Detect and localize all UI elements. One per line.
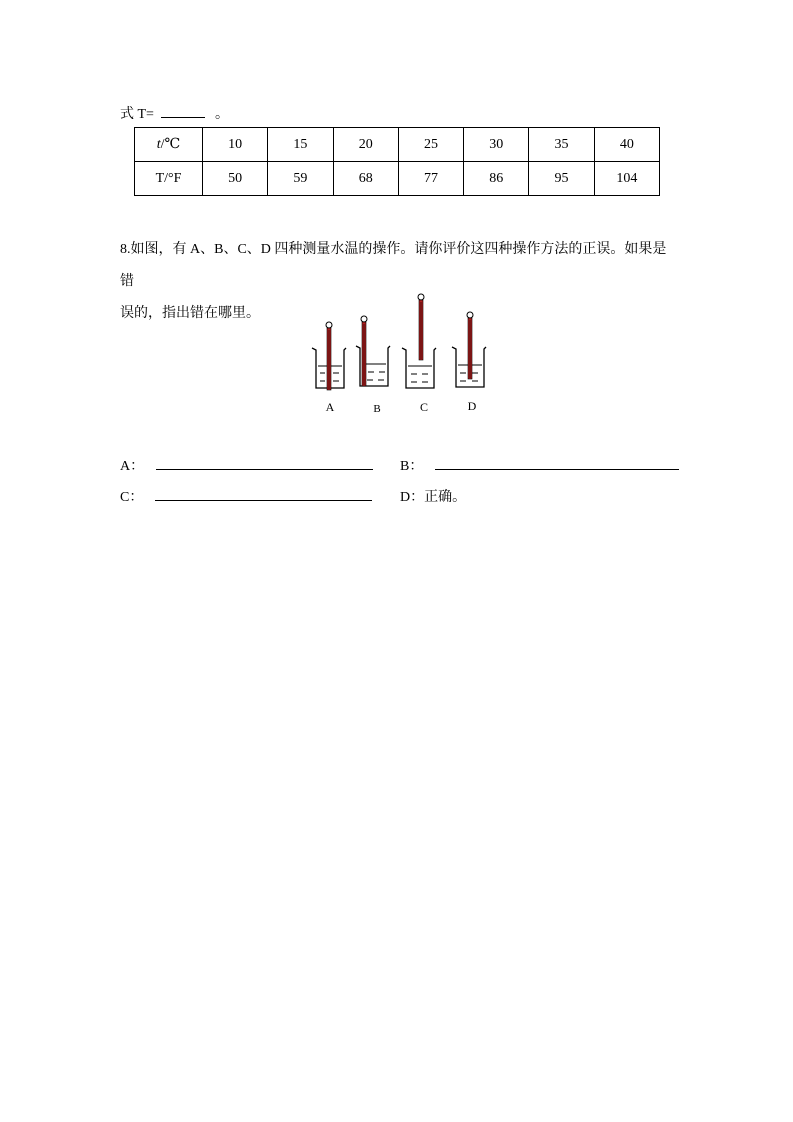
table-cell: 50 <box>203 162 268 196</box>
thermometer-c <box>418 294 424 360</box>
table-cell: 15 <box>268 128 333 162</box>
temperature-table <box>134 127 660 196</box>
table-cell: 95 <box>529 162 594 196</box>
figure-label-c: C <box>419 400 429 414</box>
row-header: t/℃ <box>135 128 203 162</box>
beaker-a <box>312 322 346 390</box>
figure-label-b: B <box>373 403 381 415</box>
answer-a-blank[interactable] <box>156 455 373 470</box>
table-cell: 20 <box>333 128 398 162</box>
answer-c-label: C： <box>120 490 144 505</box>
row-header: T/°F <box>135 162 203 196</box>
answer-c <box>120 486 372 506</box>
table-cell: 77 <box>398 162 463 196</box>
answer-a-label: A： <box>120 459 145 474</box>
table-cell: 59 <box>268 162 333 196</box>
figure-label-d: D <box>467 399 477 413</box>
table-cell: 25 <box>398 128 463 162</box>
answer-d <box>400 486 466 506</box>
table-cell: 30 <box>464 128 529 162</box>
formula-prefix: 式 T= <box>120 107 154 122</box>
thermometer-a <box>326 322 332 390</box>
answer-b <box>400 455 679 475</box>
beaker-d <box>452 312 486 387</box>
question-8-line-2: 误的，指出错在哪里。 <box>120 306 260 321</box>
table-row <box>135 128 660 162</box>
formula-suffix: 。 <box>214 107 229 122</box>
answer-b-blank[interactable] <box>435 455 679 470</box>
answer-b-label: B： <box>400 459 424 474</box>
question-8-line-1: 8.如图，有 A、B、C、D 四种测量水温的操作。请你评价这四种操作方法的正误。如果是错 <box>120 242 667 289</box>
answer-c-blank[interactable] <box>155 486 372 501</box>
table-cell: 104 <box>594 162 659 196</box>
figure-label-a: A <box>325 400 335 414</box>
thermometer-b <box>361 316 367 386</box>
formula-line <box>120 103 229 123</box>
beaker-b <box>356 316 390 386</box>
table-cell: 86 <box>464 162 529 196</box>
table-row <box>135 162 660 196</box>
table-cell: 35 <box>529 128 594 162</box>
table-cell: 68 <box>333 162 398 196</box>
thermometer-beakers-figure <box>300 290 500 415</box>
beaker-c <box>402 294 436 388</box>
answer-a <box>120 455 373 475</box>
table-cell: 10 <box>203 128 268 162</box>
thermometer-d <box>467 312 473 379</box>
formula-answer-blank[interactable] <box>161 103 205 118</box>
answer-d-text: D：正确。 <box>400 490 467 505</box>
table-cell: 40 <box>594 128 659 162</box>
